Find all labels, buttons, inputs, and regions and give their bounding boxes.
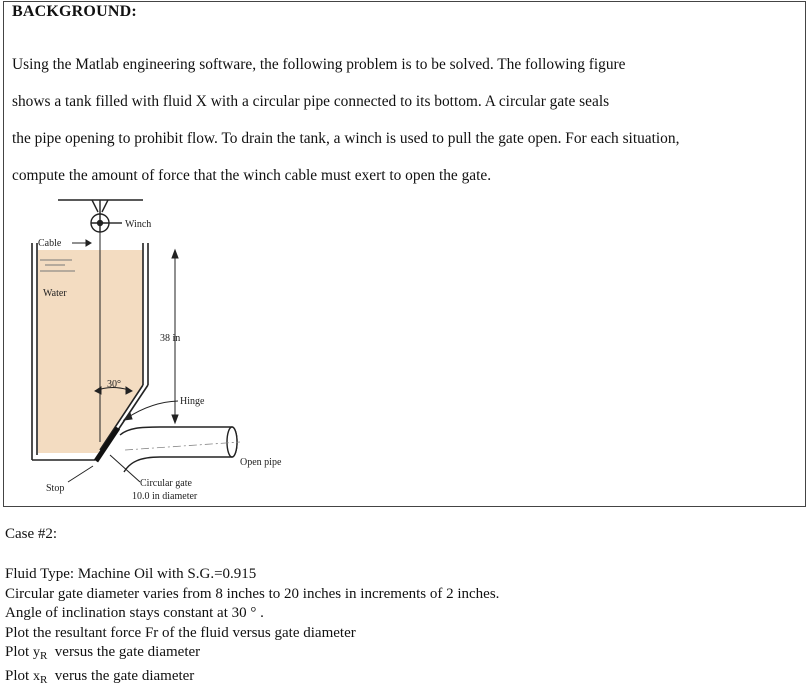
- xr-symbol: x: [32, 668, 40, 684]
- plot-xr-line: [5, 667, 499, 691]
- background-paragraph: [12, 37, 807, 204]
- angle-label: 30°: [107, 379, 121, 390]
- open-pipe-label: Open pipe: [240, 457, 282, 468]
- gate-label-line1: Circular gate: [140, 478, 192, 489]
- gate-label-line2: 10.0 in diameter: [132, 491, 198, 502]
- paragraph-line: shows a tank filled with fluid X with a circular pipe connected to its bottom. A circular gate seals: [12, 92, 610, 110]
- plot-fr-line: Plot the resultant force Fr of the fluid versus gate diameter: [5, 624, 356, 641]
- stop-leader: [68, 466, 93, 482]
- paragraph-line: Using the Matlab engineering software, the following problem is to be solved. The following figure: [12, 55, 626, 73]
- cable-arrow: [72, 240, 91, 246]
- xr-subscript: R: [39, 673, 48, 686]
- plot-yr-prefix: Plot: [5, 644, 33, 660]
- hinge-leader: [124, 401, 178, 420]
- plot-xr-suffix: verus the gate diameter: [47, 667, 195, 684]
- cable-label: Cable: [38, 238, 62, 249]
- yr-subscript: R: [39, 650, 48, 662]
- plot-yr-suffix: versus the gate diameter: [47, 644, 201, 660]
- water-label: Water: [43, 288, 67, 299]
- angle-line: Angle of inclination stays constant at 30 ° .: [5, 605, 264, 621]
- water-body: [38, 250, 143, 453]
- stop-label: Stop: [46, 483, 65, 494]
- paragraph-line: compute the amount of force that the winch cable must exert to open the gate.: [12, 166, 492, 184]
- plot-xr-prefix: Plot: [5, 667, 33, 684]
- background-heading: BACKGROUND:: [12, 3, 137, 20]
- yr-symbol: y: [32, 645, 40, 660]
- fluid-type-line: Fluid Type: Machine Oil with S.G.=0.915: [5, 566, 257, 582]
- case-title: Case #2:: [5, 526, 58, 542]
- hinge-label: Hinge: [180, 396, 205, 407]
- gate-diameter-line: Circular gate diameter varies from 8 inches to 20 inches in increments of 2 inches.: [5, 585, 500, 602]
- winch-label: Winch: [125, 219, 152, 230]
- paragraph-line: the pipe opening to prohibit flow. To drain the tank, a winch is used to pull the gate open. For each situation,: [12, 129, 680, 147]
- case-details: [5, 565, 499, 690]
- tank-figure: [0, 180, 811, 510]
- depth-label: 38 in: [160, 333, 181, 344]
- plot-yr-line: [5, 643, 499, 667]
